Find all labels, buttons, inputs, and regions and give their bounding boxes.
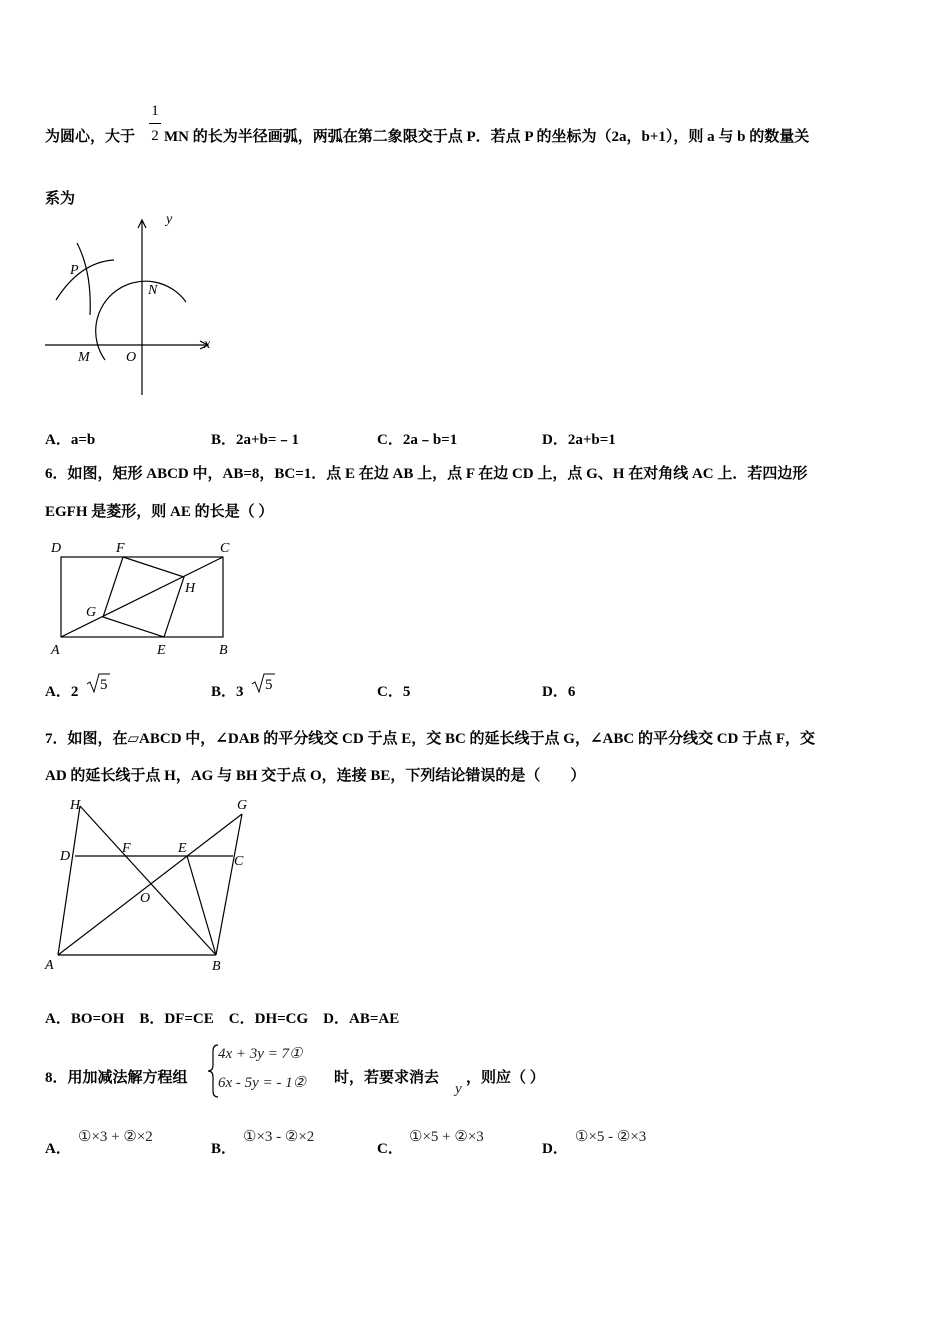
fig-label-n: N xyxy=(148,283,158,298)
q7-text-line1: 7．如图，在▱ABCD 中，∠DAB 的平分线交 CD 于点 E，交 BC 的延长线于点 G，∠ABC 的平分线交 CD 于点 F，交 xyxy=(45,731,816,747)
fig-label-x: x xyxy=(204,337,211,352)
q6-option-b-radicand: 5 xyxy=(265,677,273,693)
q6-option-c: C．5 xyxy=(377,684,411,700)
q6-figure xyxy=(45,535,245,660)
q6-option-a-radicand: 5 xyxy=(100,677,108,693)
fig-label-g: G xyxy=(237,798,248,813)
q5-figure xyxy=(40,210,230,400)
q8-text-mid: 时，若要求消去 xyxy=(334,1070,440,1086)
q7-options: A．BO=OH B．DF=CE C．DH=CG D．AB=AE xyxy=(45,1011,400,1027)
q8-option-d-expr: ①×5 - ②×3 xyxy=(575,1129,647,1145)
q6-option-b: B．3 xyxy=(211,684,244,700)
fraction-bar xyxy=(149,123,161,124)
fig-label-d: D xyxy=(60,849,71,864)
fig-label-b: B xyxy=(219,643,228,658)
fig-label-o: O xyxy=(140,891,151,906)
q6-option-a: A．2 xyxy=(45,684,79,700)
q8-option-d-label: D． xyxy=(542,1141,568,1157)
q8-text-pre: 8．用加减法解方程组 xyxy=(45,1070,188,1086)
fig-label-d: D xyxy=(51,541,62,556)
q7-text-line2: AD 的延长线于点 H，AG 与 BH 交于点 O，连接 BE，下列结论错误的是（ ） xyxy=(45,768,586,784)
q6-text-line2: EGFH 是菱形，则 AE 的长是（ ） xyxy=(45,504,274,520)
q5-text-line1-pre: 为圆心，大于 xyxy=(45,129,136,145)
fig-label-b: B xyxy=(212,959,221,974)
q6-text-line1: 6．如图，矩形 ABCD 中，AB=8，BC=1．点 E 在边 AB 上，点 F 在边 CD 上，点 G、H 在对角线 AC 上．若四边形 xyxy=(45,466,808,482)
q8-option-a-expr: ①×3 + ②×2 xyxy=(78,1129,153,1145)
q8-variable: y xyxy=(455,1081,462,1097)
q8-option-a-label: A． xyxy=(45,1141,71,1157)
fig-label-f: F xyxy=(116,541,125,556)
fig-label-c: C xyxy=(220,541,230,556)
q6-option-b-sqrt xyxy=(251,672,277,694)
q6-option-a-sqrt xyxy=(86,672,112,694)
q8-option-c-expr: ①×5 + ②×3 xyxy=(409,1129,484,1145)
q5-option-d: D．2a+b=1 xyxy=(542,432,616,448)
fig-label-f: F xyxy=(122,841,131,856)
q5-text-line1-post: MN 的长为半径画弧，两弧在第二象限交于点 P．若点 P 的坐标为（2a，b+1），则 a 与 b 的数量关 xyxy=(164,129,810,145)
q8-option-b-expr: ①×3 - ②×2 xyxy=(243,1129,315,1145)
fig-label-o: O xyxy=(126,350,137,365)
q8-option-c-label: C． xyxy=(377,1141,403,1157)
q8-equation-1: 4x + 3y = 7① xyxy=(218,1046,303,1062)
q8-option-b-label: B． xyxy=(211,1141,237,1157)
q6-option-d: D．6 xyxy=(542,684,576,700)
q5-option-b: B．2a+b=﹣1 xyxy=(211,432,299,448)
fig-label-g: G xyxy=(86,605,97,620)
fig-label-y: y xyxy=(166,212,173,227)
fig-label-e: E xyxy=(157,643,166,658)
q8-text-post: ，则应（ ） xyxy=(466,1070,545,1086)
fig-label-a: A xyxy=(51,643,60,658)
q8-equation-2: 6x - 5y = - 1② xyxy=(218,1075,307,1091)
fraction-numerator: 1 xyxy=(151,103,159,119)
fig-label-e: E xyxy=(178,841,187,856)
fig-label-h: H xyxy=(185,581,196,596)
q5-option-c: C．2a﹣b=1 xyxy=(377,432,458,448)
fig-label-a: A xyxy=(45,958,54,973)
fig-label-h: H xyxy=(70,798,81,813)
q5-option-a: A．a=b xyxy=(45,432,96,448)
q7-figure xyxy=(40,790,270,980)
q5-text-line2: 系为 xyxy=(45,191,76,207)
fig-label-c: C xyxy=(234,854,244,869)
fig-label-p: P xyxy=(70,263,79,278)
fraction-denominator: 2 xyxy=(151,128,159,144)
fig-label-m: M xyxy=(78,350,90,365)
